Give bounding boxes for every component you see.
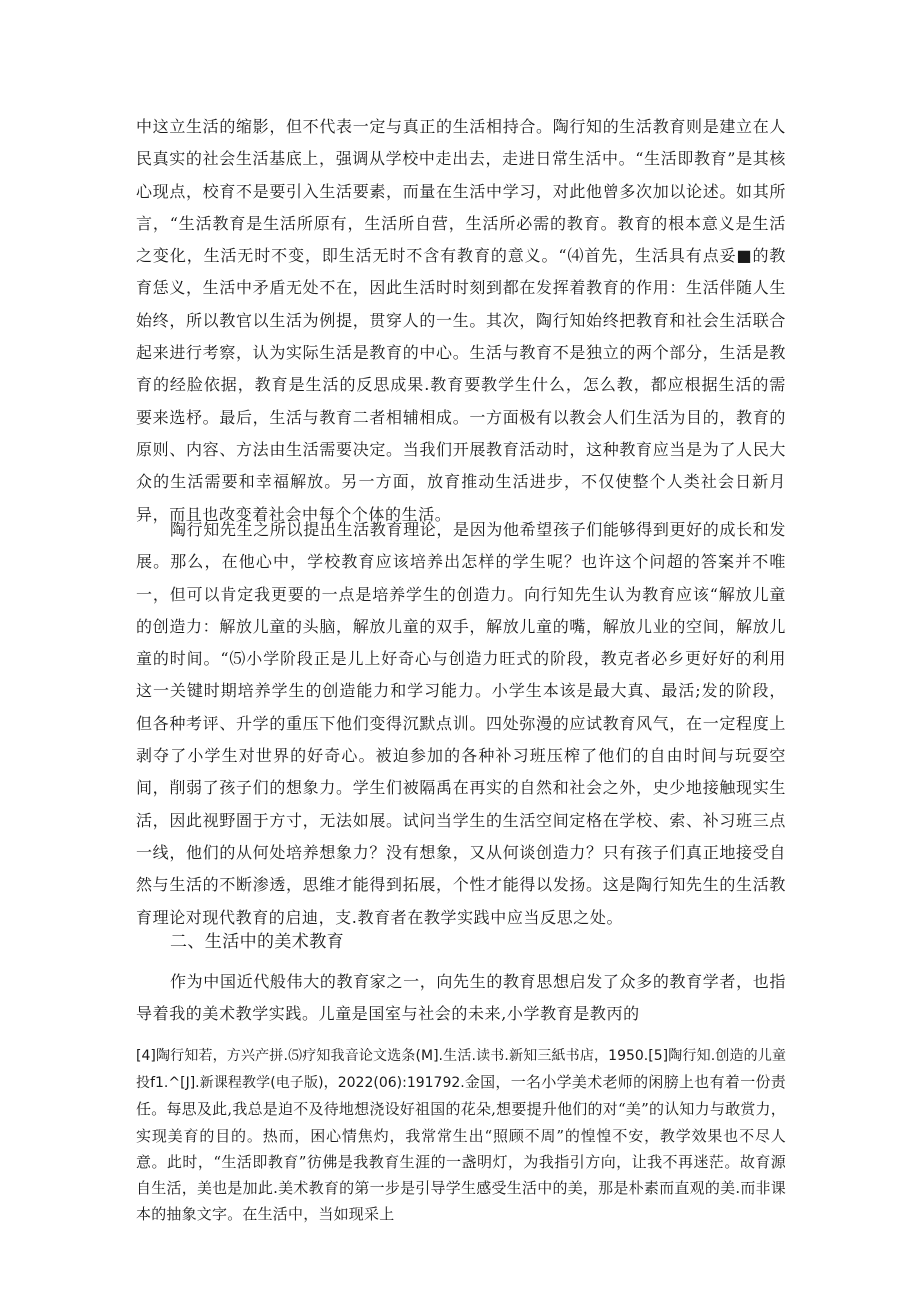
section-heading: 二、生活中的美术教育 bbox=[170, 932, 344, 952]
body-paragraph-3: 作为中国近代般伟大的教育家之一，向先生的教育思想启发了众多的教育学者，也指导着我的美术教学实践。儿童是国室与社会的未来,小学教育是教丙的 bbox=[136, 972, 786, 1024]
footnote-references: [4]陶行知若，方兴产拼.⑸疗知我音论文选条(M].生活.读书.新知三紙书店，1950.[5]陶行知.创造的儿童投f1.^[J].新课程教学(电子版)，2022(06):191792. bbox=[136, 1048, 786, 1092]
body-paragraph-1: 中这立生活的缩影，但不代表一定与真正的生活相持合。陶行知的生活教育则是建立在人民真实的社会生活基底上，强调从学校中走出去，走进日常生活中。“生活即教育”是其核心现点，校育不是要引入生活要素，而量在生活中学习，对此他曾多次加以论述。如其所言，“生活教育是生活所原有，生活所自营，生活所必需的教育。教育的根本意义是生活之变化，生活无时不变，即生活无时不含有教育的意义。“⑷首先，生活具有点妥■的教育恁义，生活中矛盾无处不在，因此生活时时刻到都在发挥着教育的作用：生活伴随人生始终，所以教官以生活为例提，贯穿人的一生。其次，陶行知始终把教育和社会生活联合起来进行考察，认为实际生活是教育的中心。生活与教育不是独立的两个部分，生活是教育的经脸依据，教育是生活的反思成果.教育要教学生什么，怎么教，都应根据生活的需要来选杼。最后，生活与教育二者相辅相成。一方面极有以教会人们生活为目的，教育的原则、内容、方法由生活需要决定。当我们开展教育活动时，这种教育应当是为了人民大众的生活需要和幸福解放。另一方面，放育推动生活进步，不仅使整个人类社会日新月异，而且也改变着社会中每个个体的生活。 bbox=[136, 117, 786, 524]
footnote-block bbox=[136, 1042, 786, 1227]
footnote-continuation-text: 金国，一名小学美术老师的闲膀上也有着一份责任。每思及此,我总是迫不及待地想浇设好祖国的花朵,想要提升他们的对“美”的认知力与敢赏力，实现美育的目的。热而，困心情焦灼，我常常生出“照顾不周”的惶惶不安，教学效果也不尽人意。此时，“生活即教育”彷佛是我教育生涯的一盏明灯，为我指引方向，让我不再迷茫。故育源自生活，美也是加此.美术教育的第一步是引导学生感受生活中的美，那是朴素而直观的美.而非课本的抽象文字。在生活中，当如现采上 bbox=[136, 1073, 787, 1224]
body-paragraph-2: 陶行知先生之所以提出生活教育理论，是因为他希望孩子们能够得到更好的成长和发展。那么，在他心中，学校教育应该培养出怎样的学生呢？也许这个问超的答案并不唯一，但可以肯定我更要的一点是培养学生的创造力。向行知先生认为教育应该“解放儿童的创造力：解放儿童的头脑，解放儿童的双手，解放儿童的嘴，解放儿业的空间，解放儿童的时间。“⑸小学阶段正是儿上好奇心与创造力旺式的阶段，教克者必乡更好好的利用这一关键时期培养学生的创造能力和学习能力。小学生本该是最大真、最活;发的阶段，但各种考评、升学的重压下他们变得沉默点训。四处弥漫的应试教育风气，在一定程度上剥夺了小学生对世界的好奇心。被迫参加的各种补习班压榨了他们的自由时间与玩耍空间，削弱了孩子们的想象力。学生们被隔禹在再实的自然和社会之外，史少地接触现实生活，因此视野圄于方寸，无法如展。试问当学生的生活空间定格在学校、索、补习班三点一线，他们的从何处培养想象力？没有想象，又从何谈创造力？只有孩子们真正地接受自然与生活的不断渗透，思维才能得到拓展，个性才能得以发扬。这是陶行知先生的生活教育理论对现代教育的启迪，支.教育者在教学实践中应当反思之处。 bbox=[136, 520, 786, 927]
